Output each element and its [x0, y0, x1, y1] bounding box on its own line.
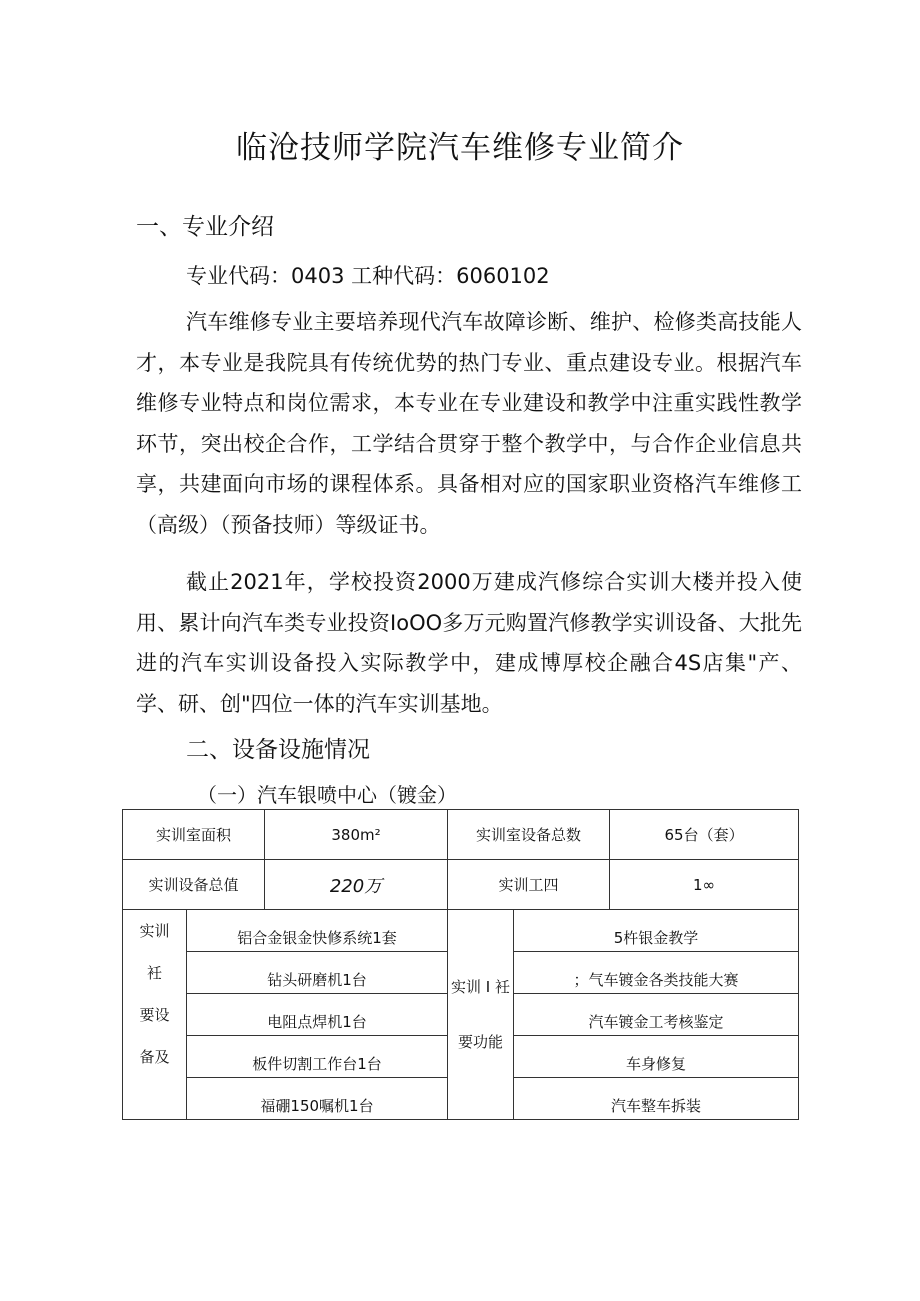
equipment-count-value: 65台（套）: [610, 810, 799, 860]
function-item: 5杵银金教学: [514, 910, 799, 952]
equipment-label-line: 实训: [139, 922, 170, 940]
equipment-item: 板件切割工作台1台: [187, 1036, 448, 1078]
equipment-item: 福硼150嘱机1台: [187, 1078, 448, 1120]
area-value: 380m²: [265, 810, 448, 860]
area-label: 实训室面积: [123, 810, 265, 860]
function-label-line: 实训 I 衽: [451, 977, 510, 996]
function-item: 汽车镀金工考核鉴定: [514, 994, 799, 1036]
function-item: 汽车整车拆装: [514, 1078, 799, 1120]
equipment-item: 铝合金银金快修系统1套: [187, 910, 448, 952]
equipment-item: 电阻点焊机1台: [187, 994, 448, 1036]
major-codes: 专业代码：0403 工种代码：6060102: [186, 264, 550, 288]
table-row: [123, 810, 799, 860]
function-label: [448, 910, 514, 1120]
investment-paragraph: 截止2021年，学校投资2000万建成汽修综合实训大楼并投入使用、累计向汽车类专业投资IoOO多万元购置汽修教学实训设备、大批先进的汽车实训设备投入实际教学中，建成博厚校企融合4S店集"产、学、研、创"四位一体的汽车实训基地。: [136, 570, 802, 716]
stations-label: 实训工四: [448, 860, 610, 910]
table-row: [123, 910, 799, 952]
equipment-label: [123, 910, 187, 1120]
equipment-label-line: 要设: [139, 1006, 170, 1024]
function-item: 车身修复: [514, 1036, 799, 1078]
function-item: ；气车镀金各类技能大赛: [514, 952, 799, 994]
equipment-item: 钻头研磨机1台: [187, 952, 448, 994]
facility-table: [122, 809, 799, 1120]
intro-paragraph: 汽车维修专业主要培养现代汽车故障诊断、维护、检修类高技能人才，本专业是我院具有传统优势的热门专业、重点建设专业。根据汽车维修专业特点和岗位需求，本专业在专业建设和教学中注重实践性教学环节，突出校企合作，工学结合贯穿于整个教学中，与合作企业信息共享，共建面向市场的课程体系。具备相对应的国家职业资格汽车维修工（高级）（预备技师）等级证书。: [136, 310, 802, 537]
equipment-label-line: 衽: [146, 964, 162, 982]
subsection-heading: （一）汽车银喷中心（镀金）: [197, 783, 457, 807]
equipment-label-line: 备及: [139, 1048, 170, 1066]
section-heading-facilities: 二、设备设施情况: [186, 737, 370, 763]
total-value: 220万: [265, 860, 448, 910]
section-heading-intro: 一、专业介绍: [136, 214, 274, 240]
page-title: 临沧技师学院汽车维修专业简介: [236, 130, 684, 166]
equipment-count-label: 实训室设备总数: [448, 810, 610, 860]
total-value-label: 实训设备总值: [123, 860, 265, 910]
stations-value: 1∞: [610, 860, 799, 910]
table-row: [123, 860, 799, 910]
function-label-line: 要功能: [458, 1032, 504, 1051]
